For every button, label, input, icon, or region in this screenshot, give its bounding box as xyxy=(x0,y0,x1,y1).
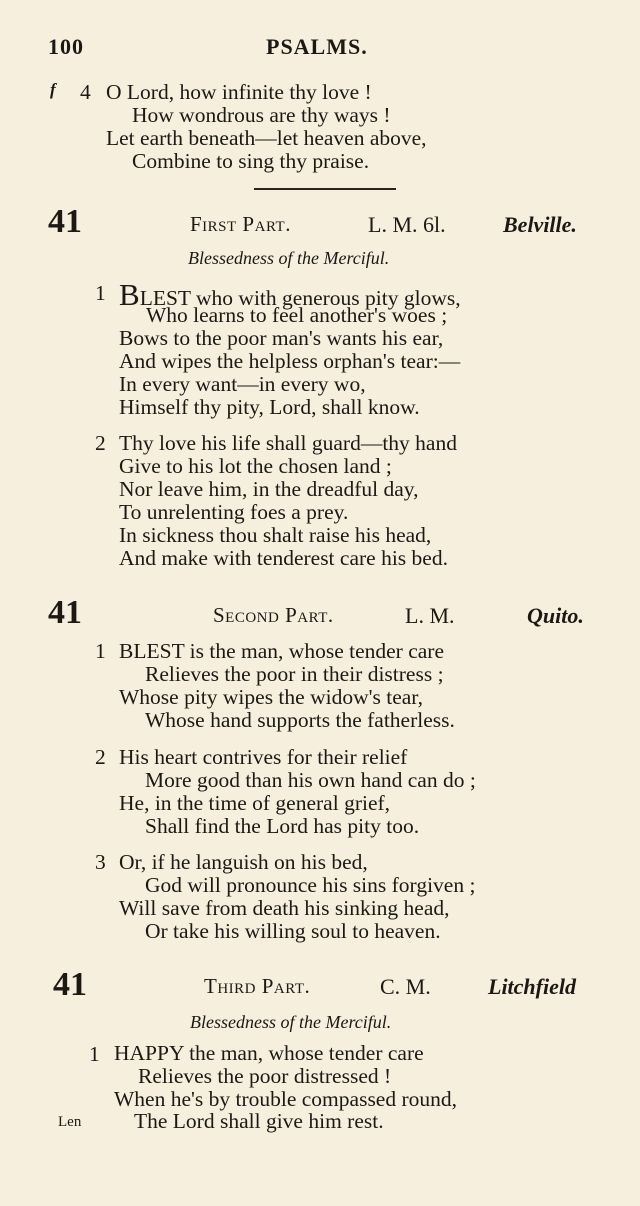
hymn-number: 41 xyxy=(48,594,82,631)
verse-line: Give to his lot the chosen land ; xyxy=(119,454,392,478)
verse-line: Or, if he languish on his bed, xyxy=(119,850,368,874)
page-number: 100 xyxy=(48,34,84,59)
verse-line: BLEST is the man, whose tender care xyxy=(119,639,444,663)
verse-line: The Lord shall give him rest. xyxy=(134,1109,384,1133)
hymn-meter: L. M. 6l. xyxy=(368,212,446,237)
stanza-number: 4 xyxy=(80,80,91,104)
verse-line: Nor leave him, in the dreadful day, xyxy=(119,477,419,501)
hymn-number: 41 xyxy=(53,966,87,1003)
verse-line: Himself thy pity, Lord, shall know. xyxy=(119,395,420,419)
drop-cap: B xyxy=(119,277,140,312)
hymn-subtitle: Blessedness of the Merciful. xyxy=(188,248,390,268)
verse-line-rest: LEST who with generous pity glows, xyxy=(139,286,461,310)
margin-note: Len xyxy=(58,1114,82,1130)
verse-line: Thy love his life shall guard—thy hand xyxy=(119,431,457,455)
hymn-meter: C. M. xyxy=(380,974,431,999)
hymn-part: First Part. xyxy=(190,212,291,236)
hymn-meter: L. M. xyxy=(405,603,455,628)
hymn-part: Second Part. xyxy=(213,603,334,627)
stanza-number: 1 xyxy=(89,1042,100,1066)
tune-name: Litchfield xyxy=(488,974,576,999)
stanza-number: 2 xyxy=(95,745,106,769)
verse-line: Relieves the poor distressed ! xyxy=(138,1064,392,1088)
tune-name: Quito. xyxy=(527,603,584,628)
verse-line: Combine to sing thy praise. xyxy=(132,149,370,173)
verse-line: To unrelenting foes a prey. xyxy=(119,500,349,524)
stanza-number: 2 xyxy=(95,431,106,455)
verse-line: Or take his willing soul to heaven. xyxy=(145,919,441,943)
hymn-number: 41 xyxy=(48,203,82,240)
verse-line: He, in the time of general grief, xyxy=(119,791,391,815)
verse-line: In every want—in every wo, xyxy=(119,372,366,396)
verse-line: God will pronounce his sins forgiven ; xyxy=(145,873,476,897)
verse-line: When he's by trouble compassed round, xyxy=(114,1087,458,1111)
verse-line: Will save from death his sinking head, xyxy=(119,896,450,920)
stanza-number: 1 xyxy=(95,639,106,663)
tune-name: Belville. xyxy=(503,212,577,237)
verse-line: In sickness thou shalt raise his head, xyxy=(119,523,432,547)
verse-line: Let earth beneath—let heaven above, xyxy=(106,126,427,150)
verse-line: O Lord, how infinite thy love ! xyxy=(106,80,372,104)
verse-line: Whose hand supports the fatherless. xyxy=(145,708,455,732)
verse-line: And make with tenderest care his bed. xyxy=(119,546,448,570)
verse-line: Shall find the Lord has pity too. xyxy=(145,814,420,838)
dynamic-mark: f xyxy=(50,80,56,99)
verse-line: More good than his own hand can do ; xyxy=(145,768,476,792)
stanza-number: 3 xyxy=(95,850,106,874)
verse-line: How wondrous are thy ways ! xyxy=(132,103,391,127)
section-divider xyxy=(254,188,396,190)
verse-line: And wipes the helpless orphan's tear:— xyxy=(119,349,461,373)
verse-line: Whose pity wipes the widow's tear, xyxy=(119,685,423,709)
verse-line: Bows to the poor man's wants his ear, xyxy=(119,326,444,350)
verse-line: Who learns to feel another's woes ; xyxy=(146,303,448,327)
hymn-part: Third Part. xyxy=(204,974,311,998)
verse-line: His heart contrives for their relief xyxy=(119,745,408,769)
stanza-number: 1 xyxy=(95,281,106,305)
running-title: PSALMS. xyxy=(266,34,368,59)
verse-line: HAPPY the man, whose tender care xyxy=(114,1041,424,1065)
verse-line: Relieves the poor in their distress ; xyxy=(145,662,444,686)
hymn-subtitle: Blessedness of the Merciful. xyxy=(190,1012,392,1032)
